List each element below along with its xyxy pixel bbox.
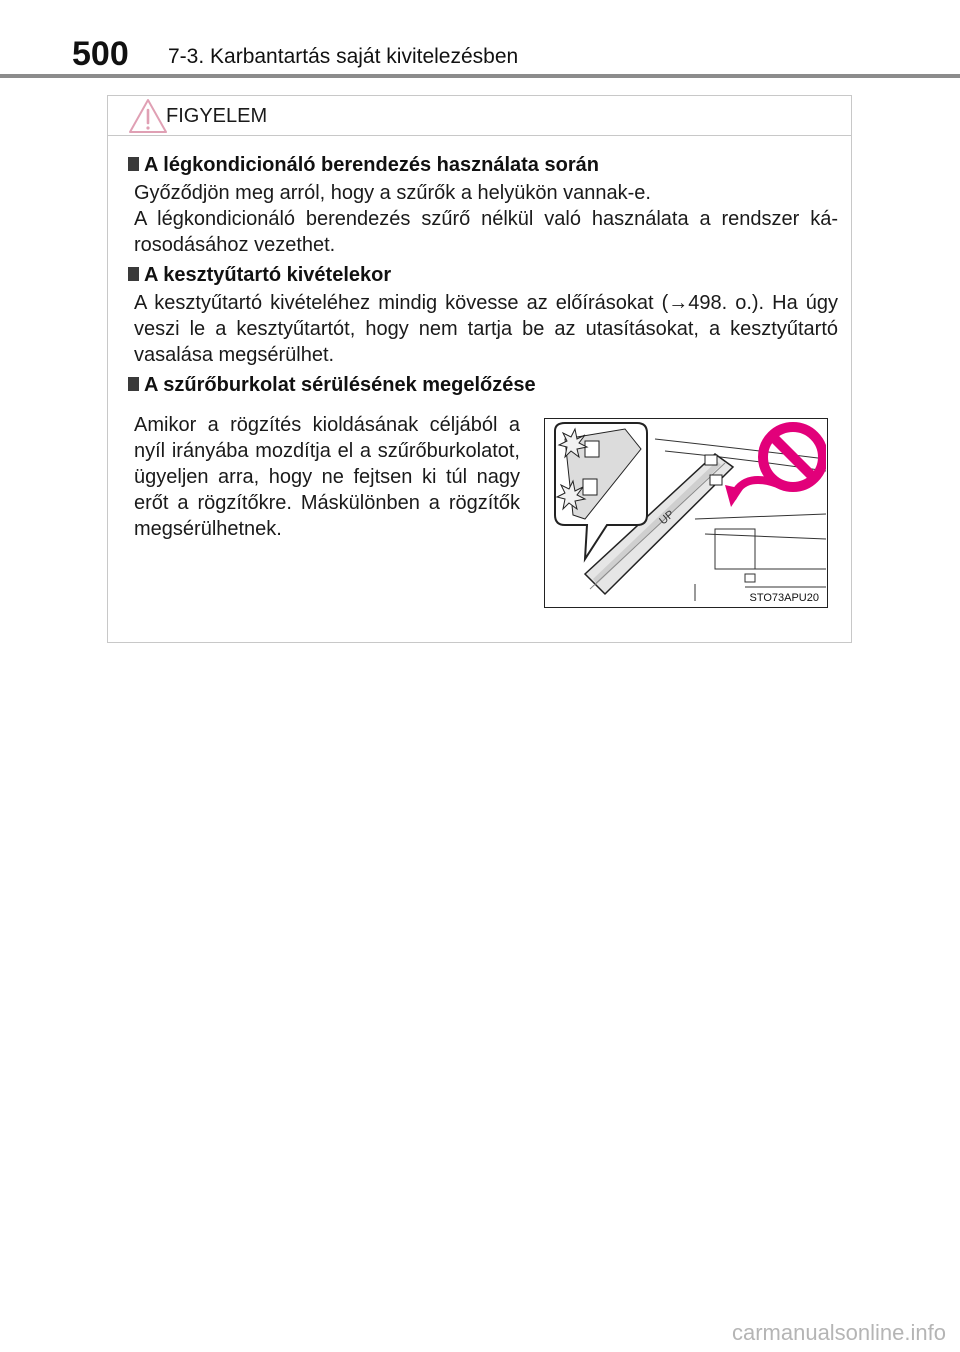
paragraph: A légkondicionáló berendezés szűrő nélkül való használata a rendszer károsodásához vezethet.: [134, 208, 838, 256]
item-body-filter-cover: [134, 412, 520, 542]
item-body-glovebox-removal: [134, 290, 838, 368]
watermark: carmanualsonline.info: [731, 1320, 946, 1345]
warning-label: FIGYELEM: [166, 105, 268, 127]
page-number: 500: [72, 35, 129, 73]
section-title: 7-3. Karbantartás saját kivitelezésben: [168, 45, 519, 68]
figure-code: STO73APU20: [749, 592, 819, 604]
square-bullet-icon: [128, 157, 139, 171]
page-header: [0, 0, 960, 80]
paragraph: Amikor a rögzítés kioldásának céljából a nyíl irányába mozdítja el a szűrőburkolatot, ügyeljen arra, hogy ne fejtsen ki túl nagy erőt a rögzítőkre. Máskülönben a rögzítők megsérülhetnek.: [134, 414, 520, 540]
filter-cover-drawing: [545, 419, 826, 606]
item-body-ac-use: [134, 180, 838, 258]
item-heading-glovebox-removal: A kesztyűtartó kivételekor: [128, 262, 391, 288]
item-heading-filter-cover: A szűrőburkolat sérülésének megelőzése: [128, 372, 536, 398]
warning-box: [107, 95, 852, 643]
square-bullet-icon: [128, 267, 139, 281]
paragraph: Győződjön meg arról, hogy a szűrők a helyükön vannak-e.: [134, 182, 651, 204]
filter-cover-illustration: [544, 418, 828, 608]
paragraph: A kesztyűtartó kivételéhez mindig kövesse az előírásokat (→498. o.). Ha úgy veszi le a kesztyűtartót, hogy nem tartja be az utasításokat, a kesztyűtartó vasalása megsérülhet.: [134, 292, 838, 366]
square-bullet-icon: [128, 377, 139, 391]
warning-triangle-icon: [128, 98, 168, 134]
item-heading-ac-use: A légkondicionáló berendezés használata során: [128, 152, 599, 178]
warning-header: [108, 96, 851, 136]
svg-text:UP: UP: [657, 508, 677, 528]
header-divider: [0, 74, 960, 78]
